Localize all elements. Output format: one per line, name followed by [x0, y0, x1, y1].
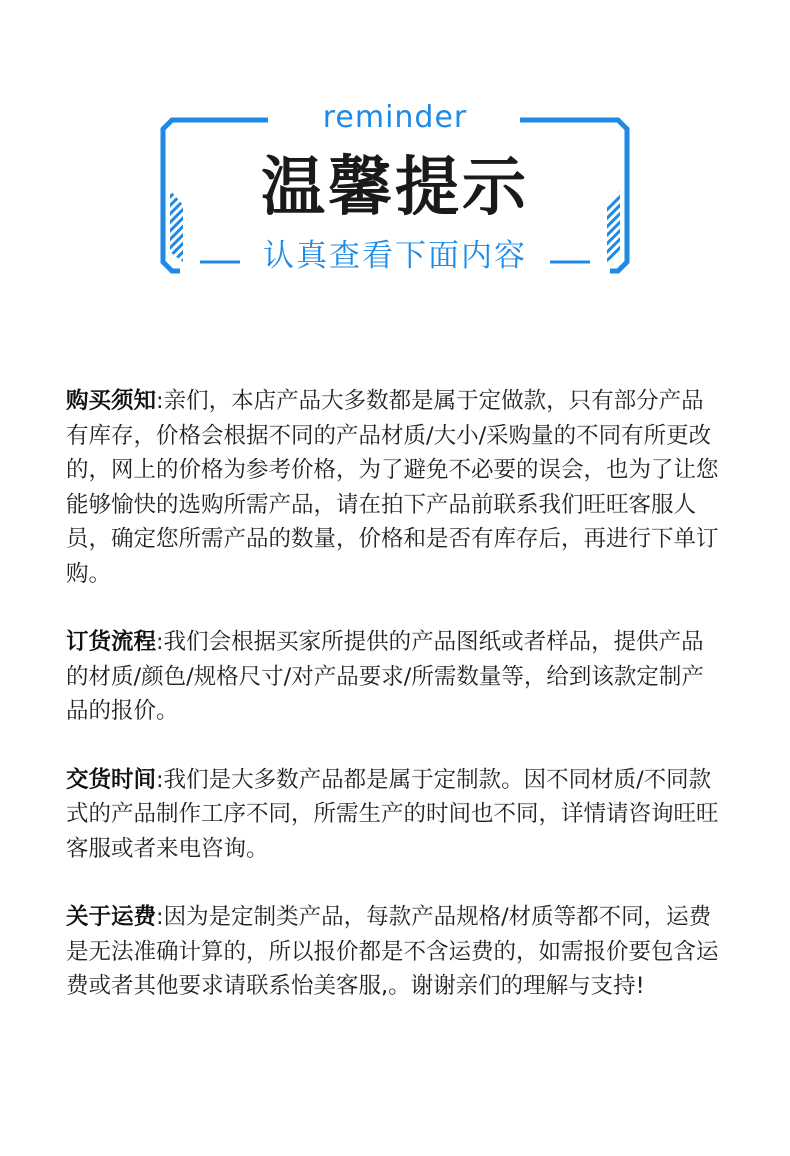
reminder-label: reminder	[322, 100, 468, 135]
page-subtitle: 认真查看下面内容	[263, 238, 527, 274]
section-label: 关于运费	[66, 904, 157, 930]
section-text: :因为是定制类产品，每款产品规格/材质等都不同，运费是无法准确计算的，所以报价都是不含运费的，如需报价要包含运费或者其他要求请联系怡美客服,。谢谢亲们的理解与支持!	[66, 904, 719, 999]
section-order-process	[66, 625, 726, 729]
page-title: 温馨提示	[261, 151, 529, 225]
header	[0, 0, 790, 300]
notice-content	[66, 384, 726, 1038]
section-label: 购买须知	[66, 388, 157, 414]
section-purchase-notes	[66, 384, 726, 591]
section-text: :我们是大多数产品都是属于定制款。因不同材质/不同款式的产品制作工序不同，所需生产的时间也不同，详情请咨询旺旺客服或者来电咨询。	[66, 766, 719, 862]
section-label: 订货流程	[66, 629, 157, 655]
section-text: :我们会根据买家所提供的产品图纸或者样品，提供产品的材质/颜色/规格尺寸/对产品要求/所需数量等，给到该款定制产品的报价。	[66, 629, 704, 724]
section-text: :亲们，本店产品大多数都是属于定做款，只有部分产品有库存，价格会根据不同的产品材质/大小/采购量的不同有所更改的，网上的价格为参考价格，为了避免不必要的误会，也为了让您能够愉快的选购所需产品，请在拍下产品前联系我们旺旺客服人员，确定您所需产品的数量，价格和是否有库存后，再进行下单订购。	[66, 388, 719, 587]
section-delivery-time	[66, 763, 726, 867]
section-label: 交货时间	[66, 766, 157, 793]
section-shipping-fee	[66, 900, 726, 1004]
